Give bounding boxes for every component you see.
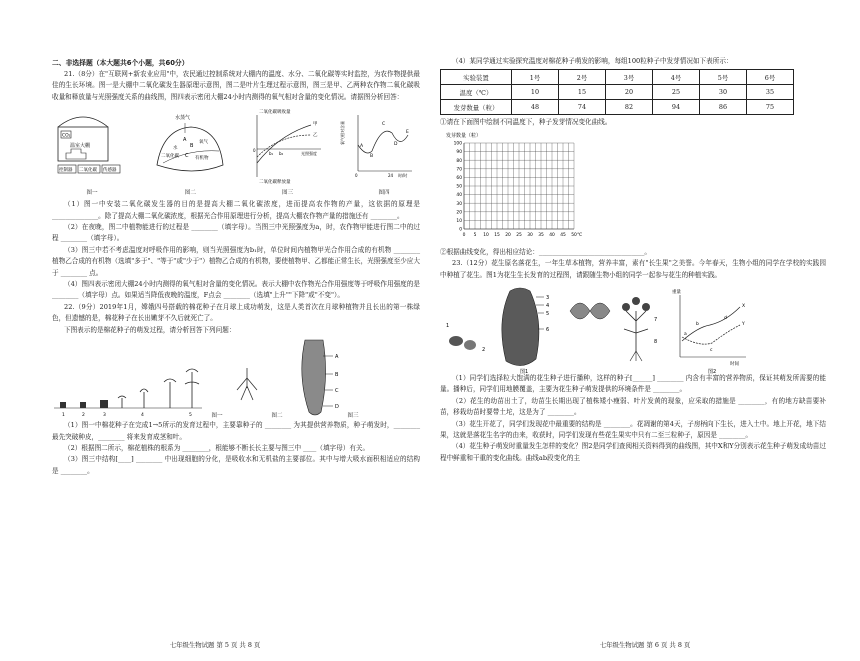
fig1-label-greenhouse: 温室大棚 [70,143,91,150]
chart-prompt: ①请在下面图中绘制不同温度下，种子发芽情况变化曲线。 [440,118,612,127]
fig1-label-co2: CO₂ [62,133,71,139]
caption-q22-fig2: 图二 [271,413,283,420]
graph-grid-svg [444,131,594,241]
svg-text:图1: 图1 [520,369,529,376]
caption-q22-fig1: 图一 [211,413,223,420]
svg-text:b₂: b₂ [278,151,283,157]
table-cell: 75 [747,100,794,115]
svg-text:0: 0 [252,148,256,154]
y-tick-label: 60 [456,175,462,181]
y-tick-label: 40 [456,193,462,199]
x-tick-label: 50 [571,232,577,238]
q23-sub4: （4）花生种子萌发时重量发生怎样的变化？图2是同学们查阅相关资料得到的曲线图，其中X和Y分别表示花生种子萌发成幼苗过程中鲜重和干重的变化曲线。曲线ab段变化的主 [440,442,826,462]
q23-sub3: （3）花生开花了，同学们发现花中最重要的结构是 ________。花凋谢的第4天，子房柄向下生长，进入土中。地上开花，地下结果，这就是落花生名字的由来，收获时，同学们发现有些花生果实中只有二至三粒种子，原因是 ________。 [440,419,826,440]
q22-sub4: （4）某同学通过实验探究温度对棉花种子萌发的影响，每组100粒种子中发芽情况如下表所示： [452,57,733,65]
root-tip-diagram [287,336,343,420]
page-footer-left: 七年级生物试题 第 5 页 共 8 页 [169,641,261,649]
table-cell: 20 [606,85,653,100]
q22-intro: 22.（9分）2019年1月，嫦娥四号搭载的棉花种子在月球上成功萌发，这是人类首次在月球种植物并且长出的第一株绿色，但遗憾的是，棉花种子在长出嫩芽不久后就死亡了。 [52,302,420,323]
q21-figure-1 [52,105,132,197]
svg-text:氧气相对含量: 氧气相对含量 [339,121,345,146]
y-tick-label: 10 [456,218,462,224]
chart-conclusion: ②根据曲线变化，得出相应结论：________________________________。 [440,247,651,256]
q21-figure-2 [153,105,227,197]
svg-text:b: b [696,322,699,328]
table-cell: 82 [606,100,653,115]
table-cell: 94 [653,100,700,115]
caption-fig2: 图二 [184,190,196,197]
svg-text:C: C [381,122,386,128]
q22-lead: 下图表示的是棉花种子的萌发过程，请分析回答下列问题： [64,325,236,334]
x-tick-label: 10 [483,232,489,238]
table-cell: 3号 [606,70,653,85]
q21-sub4: （4）图四表示密闭大棚24小时内测得的氧气相对含量的变化情况。表示大棚中农作物光合作用强度等于呼吸作用强度的是 ________（填字母）点。如果适当降低夜晚的温度，F点会 ________（选填"上升""下降"或"不变"）。 [52,280,420,300]
table-cell: 74 [559,100,606,115]
q21-figure-3 [249,105,327,197]
y-tick-label: 0 [459,227,462,233]
svg-text:X: X [742,304,746,310]
svg-text:3: 3 [103,413,106,419]
caption-fig1: 图一 [86,190,98,197]
y-tick-label: 100 [453,141,462,147]
svg-text:c: c [710,348,713,354]
x-tick-label: 45 [560,232,566,238]
svg-text:氧气: 氧气 [199,140,209,146]
svg-text:D: D [335,404,339,411]
svg-text:时/时: 时/时 [397,173,408,179]
svg-text:图2: 图2 [708,369,717,376]
y-tick-label: 90 [456,150,462,156]
fig2-label-vapor: 水蒸气 [175,115,191,122]
q21-sub3: （3）图三中若不考虑温度对呼吸作用的影响，则当光照强度为b₁时，单位时间内植物甲光合作用合成的有机物 ________ 植物乙合成的有机物（选填"多于"、"等于"或"少于"）植物乙合成的有机物，要使植物甲、乙都能正常生长，光照强度至少应大于 ________ 点。 [52,245,420,277]
svg-text:重量: 重量 [672,290,681,296]
q22-sub2: （2）根据图二所示，棉花植株的根系为 ________，根能够不断长长主要与图三中 ____（填字母）有关。 [64,443,370,452]
q23-figures [440,281,826,376]
root-system-image [227,364,267,420]
svg-text:1: 1 [446,323,450,330]
svg-text:24: 24 [387,173,394,179]
seed-germination-sequence [52,364,207,420]
table-cell: 86 [700,100,747,115]
fig1-label-controller: 控制器 [59,168,73,174]
table-cell: 实验装置 [441,70,512,85]
table-cell: 2号 [559,70,606,85]
greenhouse-diagram [52,105,132,185]
svg-text:E: E [405,130,409,136]
x-tick-label: 5 [473,232,477,238]
svg-text:6: 6 [546,327,550,334]
y-tick-label: 80 [456,158,462,164]
x-tick-label: 20 [505,232,511,238]
svg-text:光照强度: 光照强度 [300,151,317,157]
svg-text:Y: Y [742,322,745,328]
q21-sub1: （1）图一中安装二氧化碳发生器的目的是提高大棚二氧化碳浓度，进而提高农作物的产量，这依据的原理是 ______________。除了提高大棚二氧化碳浓度，根据光合作用原理进行分析，提高大棚农作物产量的措施还有 ________。 [52,200,420,220]
germination-table [440,69,794,115]
x-tick-label: 0 [462,232,466,238]
x-axis-unit: ℃ [577,232,583,238]
svg-text:4: 4 [546,303,550,310]
svg-text:d: d [724,316,727,322]
caption-q22-fig3: 图三 [347,413,359,420]
oxygen-graph [339,105,420,185]
svg-text:有机物: 有机物 [195,156,209,162]
svg-text:0: 0 [354,173,358,179]
svg-text:2: 2 [482,347,486,354]
svg-text:D: D [393,142,398,148]
svg-text:b₁: b₁ [268,151,273,157]
caption-fig3: 图三 [282,190,294,197]
q23-intro: 23.（12分）花生原名落花生，一年生草本植物，营养丰富，素有"长生果"之美誉。今年春天，生物小组的同学在学校的实践园中种植了花生。图1为花生生长发育的过程图，请跟随生物小组的同学一起参与花生的种植实践。 [440,259,826,279]
svg-text:A: A [183,137,187,144]
table-cell: 25 [653,85,700,100]
table-cell: 发芽数量（粒） [441,100,512,115]
section-title: 二、非选择题（本大题共6个小题，共60分） [52,59,189,67]
svg-text:2: 2 [82,413,85,419]
y-tick-label: 50 [456,184,462,190]
table-cell: 35 [747,85,794,100]
blank-graph-grid [444,131,826,245]
q22-sub1: （1）图一中棉花种子在完成1→5所示的发育过程中，主要靠种子的 ________ 为其提供营养物质，种子萌发时，________ 最先突破种皮，________ 将来发育成茎和叶。 [52,421,420,441]
table-cell: 6号 [747,70,794,85]
peanut-development-diagram [440,281,752,376]
svg-text:B: B [190,143,194,150]
y-tick-label: 20 [456,210,462,216]
svg-text:1: 1 [62,413,65,419]
svg-text:8: 8 [654,339,658,346]
x-tick-label: 35 [538,232,544,238]
table-cell: 48 [512,100,559,115]
svg-text:5: 5 [546,311,550,318]
svg-text:二氧化碳: 二氧化碳 [161,154,180,160]
q21-figure-4 [339,105,420,197]
table-cell: 5号 [700,70,747,85]
svg-text:乙: 乙 [312,133,318,139]
caption-fig4: 图四 [378,190,390,197]
svg-text:B: B [369,154,374,160]
q21-figures [52,105,420,197]
svg-text:二氧化碳释放量: 二氧化碳释放量 [258,180,291,186]
fig1-label-sensor: 传感器 [103,168,117,174]
svg-text:7: 7 [654,317,658,324]
table-cell: 30 [700,85,747,100]
svg-text:5: 5 [189,413,192,419]
x-tick-label: 25 [516,232,522,238]
right-page [430,0,860,661]
q23-sub1: （1）同学们选择粒大饱满的花生种子进行播种，这样的种子[______] ________ 内含有丰富的营养物质，保证其萌发所需要的能量。播种后，同学们用地膜覆盖，主要为花生种子萌发提供的环境条件是 ________。 [440,374,826,394]
svg-text:甲: 甲 [312,122,318,128]
q21-sub2: （2）在夜晚，图二中植物能进行的过程是 ________（填字母）。当图三中光照强度为a，时，农作物甲能进行图二中的过程 ________（填字母）。 [52,223,420,243]
y-tick-label: 30 [456,201,462,207]
q23-sub2: （2）花生的幼苗出土了，幼苗生长期出现了植株矮小瘦弱、叶片发黄的现象，应采取的措施是 ________，有的地方缺苗要补苗，移栽幼苗时要带土坨，这是为了 ________。 [440,396,826,417]
svg-text:C: C [335,388,339,395]
svg-text:a: a [684,332,687,338]
q22-figures [52,336,420,420]
svg-text:A: A [335,354,339,361]
page-footer-right: 七年级生物试题 第 6 页 共 8 页 [599,641,691,649]
svg-text:3: 3 [546,295,550,302]
x-tick-label: 15 [494,232,500,238]
svg-text:时间: 时间 [730,362,739,368]
table-cell: 1号 [512,70,559,85]
svg-text:二氧化碳吸收量: 二氧化碳吸收量 [258,110,291,116]
graph-ylabel: 发芽数量（粒） [446,132,482,139]
x-tick-label: 40 [549,232,555,238]
table-cell: 温度（℃） [441,85,512,100]
svg-text:4: 4 [141,413,144,419]
table-cell: 15 [559,85,606,100]
table-cell: 10 [512,85,559,100]
leaf-process-diagram [153,105,227,185]
table-header-row [441,70,794,85]
y-tick-label: 70 [456,167,462,173]
fig1-label-co2-gen: 二氧化碳 [79,168,97,174]
svg-text:B: B [335,372,339,379]
svg-text:C: C [185,153,189,160]
table-row [441,100,794,115]
svg-text:水: 水 [173,146,178,152]
q22-sub3: （3）图三中结构[____] ________ 中出现细胞的分化，是吸收水和无机盐的主要部位。其中与增大吸水面积相适应的结构是 ________。 [52,455,420,475]
x-tick-label: 30 [527,232,533,238]
light-co2-graph [249,105,327,185]
table-row [441,85,794,100]
q21-intro: 21.（8分）在"互联网+新农业应用"中，农民通过控制系统对大棚内的温度、水分、二氧化碳等实时监控，为农作物提供最佳的生长环境。图一是大棚中二氧化碳发生器原理示意图，图二是叶片生理过程示意图，图三是甲、乙两种农作物二氧化碳吸收量和释放量与光照强度关系的曲线图，图四表示密闭大棚24小时内测得的氧气相对含量的变化情况。请据图分析回答： [52,70,420,101]
table-cell: 4号 [653,70,700,85]
svg-text:A: A [359,144,364,150]
